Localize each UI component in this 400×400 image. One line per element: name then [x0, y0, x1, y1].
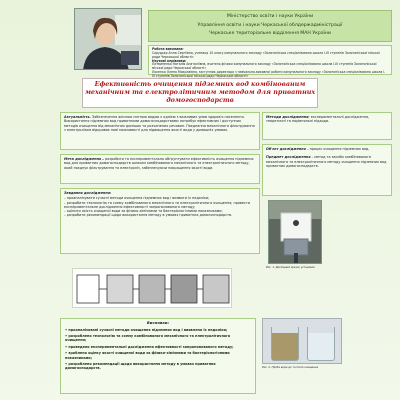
glass-before [271, 327, 299, 361]
header-banner [148, 10, 392, 42]
task-item-1: – проаналізувати сучасні методи очищення підземних вод і виявити їх недоліки; [64, 196, 210, 201]
header-line-1: Міністерство освіти і науки України [226, 14, 314, 19]
conclusion-item-3: • проведено експериментальні дослідження ефективності запропонованого методу; [65, 344, 234, 349]
object-text: – процес очищення підземних вод. [306, 147, 370, 151]
task-item-2: – розробити технологію та схему комбінованого механічного та електролітичного очищення; провести експериментальне дослідження ефективності запропонованого методу; [64, 200, 251, 209]
water-photo [262, 318, 342, 364]
conclusions-block [60, 318, 256, 394]
device-caption: Рис. 1. Дослідний зразок установки [266, 266, 315, 269]
authors-text-2: Литвиненко Наталія Анатоліївна, вчитель фізики комунального закладу «Золотоніська спеціалізована школа І-ІІІ ступенів Золотоніської міської ради Черкаської області» [152, 62, 377, 71]
authors-text-1: Сорудько Анна Сергіївна, учениця 10 класу комунального закладу «Золотоніська спеціалізована школа І-ІІІ ступенів Золотоніської міської ради Черкаської області» [152, 50, 380, 59]
device-image [269, 201, 322, 264]
process-diagram [72, 268, 232, 308]
portrait-image [75, 9, 142, 70]
process-schematic [73, 269, 233, 309]
conclusion-item-2: • розроблено технологію та схему комбінованого механічного та електролітичного очищення; [65, 334, 231, 343]
conclusion-item-1: • проаналізовані сучасні методи очищення підземних вод і виявлено їх недоліки; [65, 327, 228, 332]
object-label: Об'єкт дослідження [266, 147, 306, 151]
subject-label: Предмет дослідження [266, 155, 311, 160]
subject-text: – метод та засоби комбінованого механічного та електролітичного методу очищення підземних вод приватних домогосподарств. [266, 155, 387, 168]
tasks-label: Завдання дослідження: [64, 191, 112, 195]
authors-block [148, 45, 392, 79]
relevance-block [60, 112, 260, 150]
methods-block [262, 112, 392, 140]
task-item-4: – розробити рекомендації щодо використання методу в умовах приватних домогосподарств. [64, 213, 233, 218]
methods-label: Методи дослідження: [266, 115, 310, 119]
tasks-block [60, 188, 260, 254]
relevance-text: Забезпечення якісною питною водою є однією з важливих умов здоров'я населення. Використання підземних вод приватними домогосподарствами потребує ефективних і доступних методів очищення від механічних домішок та розчинених речовин. Поєднання механічного фільтрування з електролізом відкриває нові можливості для підвищення якості води у домашніх умовах. [64, 115, 255, 132]
relevance-label: Актуальність. [64, 115, 91, 119]
glass-after [307, 327, 335, 361]
task-item-3: – оцінити якість очищеної води за фізико-хімічними та бактеріологічними показниками; [64, 209, 223, 213]
conclusions-label: Висновки: [146, 320, 170, 325]
authors-label-1: Робота виконана: [152, 47, 184, 51]
goal-label: Мета дослідження – [64, 157, 104, 161]
authors-text-3: Лисенко Олена Миколаївна, заступник директора з навчально-виховної роботи комунального закладу «Золотоніська спеціалізована школа І-ІІІ ступенів Золотоніської міської ради Черкаської області» [152, 70, 386, 79]
poster-title: Ефективність очищення підземних вод комбінованим механічним та електролітичним методом для приватних домогосподарств [84, 80, 316, 104]
header-line-3: Черкаське територіальне відділення МАН України [209, 31, 331, 37]
header-line-2: Управління освіти і науки Черкаської облдержадміністрації [197, 22, 343, 28]
object-subject-block [262, 144, 392, 196]
goal-block [60, 154, 260, 184]
water-caption: Рис. 2. Проба води до та після очищення [262, 366, 319, 369]
author-photo [74, 8, 142, 70]
poster-title-box [82, 78, 318, 108]
device-photo [268, 200, 322, 264]
authors-label-2: Наукові керівники: [152, 58, 187, 63]
conclusion-item-5: • розроблено рекомендації щодо використання методу в умовах приватних домогосподарств. [65, 361, 216, 371]
goal-text: розробити та експериментально обґрунтувати ефективність очищення підземних вод для приватних домогосподарств шляхом комбінованого механічного та електролітичного методу, який поєднує фільтрування та електроліз, забезпечуючи покращення якості води. [64, 157, 254, 170]
methods-text: експериментальні дослідження, теоретичні та порівняльні підходи. [266, 115, 370, 124]
conclusion-item-4: • зроблено оцінку якості очищеної води за фізико-хімічними та бактеріологічними показниками; [65, 351, 230, 360]
